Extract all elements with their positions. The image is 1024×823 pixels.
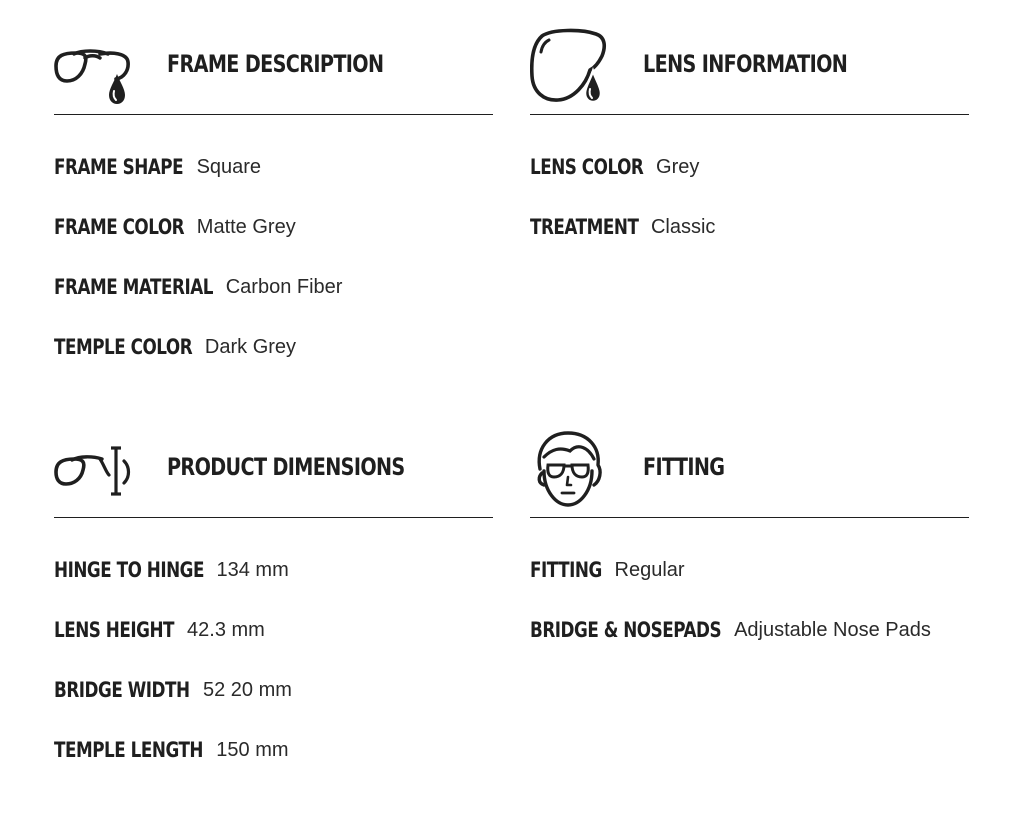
section-frame-description: [54, 22, 493, 394]
spec-label: FITTING: [530, 558, 602, 582]
section-title: LENS INFORMATION: [643, 50, 848, 78]
spec-row-fitting: [530, 557, 969, 617]
spec-row-temple-length: [54, 737, 493, 797]
spec-row-temple-color: [54, 334, 493, 394]
section-fitting: [530, 425, 969, 677]
aviator-glasses-drop-icon: [54, 26, 134, 106]
section-header: [530, 425, 969, 518]
section-header: [54, 22, 493, 115]
section-title: FITTING: [643, 453, 725, 481]
spec-value: Grey: [656, 156, 700, 178]
section-title: FRAME DESCRIPTION: [167, 50, 384, 78]
section-lens-information: [530, 22, 969, 274]
spec-value: Adjustable Nose Pads: [734, 619, 931, 641]
spec-row-frame-color: [54, 214, 493, 274]
spec-label: TEMPLE COLOR: [54, 335, 193, 359]
spec-label: TREATMENT: [530, 215, 639, 239]
spec-label: LENS COLOR: [530, 155, 644, 179]
spec-value: Dark Grey: [204, 336, 297, 358]
spec-row-treatment: [530, 214, 969, 274]
glasses-measure-icon: [54, 429, 134, 509]
spec-label: BRIDGE & NOSEPADS: [530, 618, 722, 642]
spec-row-hinge-to-hinge: [54, 557, 493, 617]
spec-label: FRAME COLOR: [54, 215, 185, 239]
spec-list: [530, 154, 969, 274]
spec-label: BRIDGE WIDTH: [54, 678, 190, 702]
spec-label: FRAME SHAPE: [54, 155, 184, 179]
spec-list: [54, 154, 493, 394]
spec-list: [54, 557, 493, 797]
section-header: [530, 22, 969, 115]
spec-value: Square: [196, 156, 262, 178]
spec-row-lens-height: [54, 617, 493, 677]
section-header: [54, 425, 493, 518]
spec-value: Matte Grey: [196, 216, 296, 238]
face-glasses-icon: [530, 429, 610, 509]
spec-label: FRAME MATERIAL: [54, 275, 213, 299]
spec-value: 134 mm: [216, 559, 289, 581]
spec-list: [530, 557, 969, 677]
spec-label: TEMPLE LENGTH: [54, 738, 204, 762]
spec-value: Regular: [614, 559, 685, 581]
section-product-dimensions: [54, 425, 493, 797]
spec-value: 42.3 mm: [187, 619, 265, 641]
section-title: PRODUCT DIMENSIONS: [167, 453, 405, 481]
spec-value: 52 20 mm: [203, 679, 292, 701]
spec-row-lens-color: [530, 154, 969, 214]
spec-label: LENS HEIGHT: [54, 618, 175, 642]
spec-value: Classic: [650, 216, 716, 238]
spec-row-frame-material: [54, 274, 493, 334]
spec-label: HINGE TO HINGE: [54, 558, 204, 582]
spec-row-bridge-width: [54, 677, 493, 737]
spec-value: Carbon Fiber: [225, 276, 343, 298]
spec-value: 150 mm: [216, 739, 289, 761]
spec-row-frame-shape: [54, 154, 493, 214]
lens-drop-icon: [530, 26, 610, 106]
spec-row-bridge-nosepads: [530, 617, 969, 677]
